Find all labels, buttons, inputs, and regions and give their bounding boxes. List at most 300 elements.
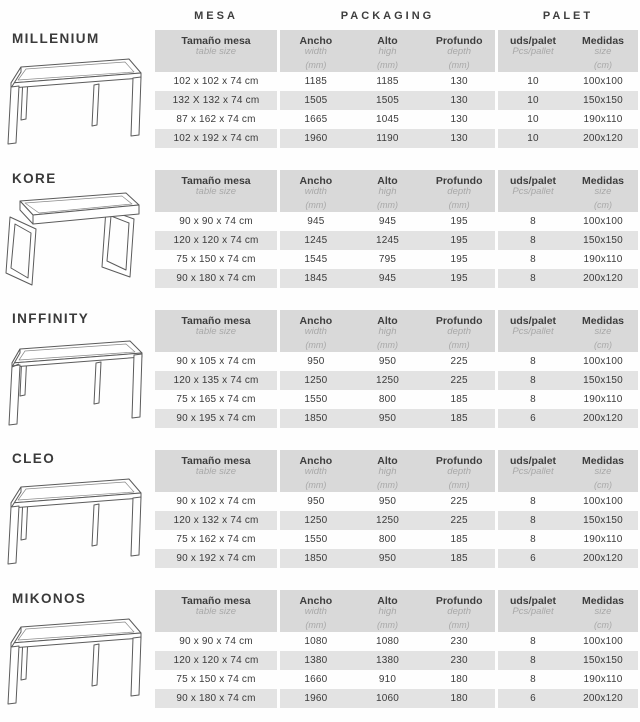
cell-alto-high: 1505 [375, 95, 400, 106]
row-group [155, 110, 277, 129]
row-group [280, 549, 495, 568]
column-unit: (mm) [377, 200, 398, 210]
spec-table-body [155, 352, 638, 428]
row-group [498, 549, 638, 568]
straight-leg-table-drawing [4, 467, 148, 567]
row-group [498, 269, 638, 288]
product-left-column [0, 310, 155, 428]
row-group [498, 651, 638, 670]
row-group [280, 492, 495, 511]
column-sublabel: table size [195, 46, 237, 57]
column-label: Medidas [581, 35, 624, 47]
column-label: Alto [377, 595, 398, 607]
column-sublabel: table size [195, 186, 237, 197]
table-row [155, 689, 638, 708]
row-group [498, 390, 638, 409]
column-unit: (mm) [305, 60, 327, 70]
cell-ancho-width: 1250 [304, 515, 328, 526]
product-left-column [0, 450, 155, 568]
cell-profundo-depth: 130 [450, 114, 468, 125]
spec-table [155, 170, 638, 288]
cell-table-size: 120 x 120 x 74 cm [173, 655, 259, 666]
cell-medidas-size: 200x120 [583, 693, 623, 704]
mikonos-table-drawing [4, 607, 148, 707]
row-group [155, 511, 277, 530]
column-unit: (mm) [377, 620, 398, 630]
column-sublabel: depth [447, 606, 472, 617]
column-label: Tamaño mesa [181, 315, 251, 327]
cell-medidas-size: 100x100 [583, 216, 623, 227]
column-label: Medidas [581, 315, 624, 327]
header-group [498, 310, 638, 352]
cell-alto-high: 1250 [375, 375, 400, 386]
cell-table-size: 75 x 150 x 74 cm [176, 674, 256, 685]
cell-profundo-depth: 130 [450, 76, 468, 87]
column-label: Ancho [299, 35, 333, 47]
row-group [280, 689, 495, 708]
cell-profundo-depth: 185 [450, 553, 468, 564]
column-label: Ancho [299, 595, 333, 607]
row-group [280, 72, 495, 91]
column-label: uds/palet [509, 175, 557, 187]
cell-ancho-width: 1250 [304, 375, 328, 386]
column-label: Profundo [435, 175, 483, 187]
column-label: Tamaño mesa [181, 595, 251, 607]
cell-table-size: 75 x 162 x 74 cm [176, 534, 256, 545]
column-header-uds-palet [498, 30, 568, 72]
cell-ancho-width: 1245 [304, 235, 328, 246]
cell-table-size: 120 x 120 x 74 cm [173, 235, 259, 246]
column-header-medidas-size [568, 590, 638, 632]
row-group [155, 390, 277, 409]
cell-table-size: 102 x 192 x 74 cm [173, 133, 259, 144]
cell-uds-palet: 6 [530, 413, 536, 424]
column-sublabel: width [304, 466, 327, 477]
row-group [498, 632, 638, 651]
row-group [155, 651, 277, 670]
column-label: uds/palet [509, 35, 557, 47]
row-group [280, 371, 495, 390]
cell-uds-palet: 8 [530, 375, 536, 386]
cell-ancho-width: 1505 [304, 95, 328, 106]
column-unit: (cm) [594, 480, 612, 490]
header-group [155, 590, 277, 632]
row-group [498, 511, 638, 530]
column-sublabel: depth [447, 466, 472, 477]
row-group [155, 352, 277, 371]
cell-profundo-depth: 225 [450, 496, 468, 507]
cleo-table-drawing [4, 467, 148, 567]
column-unit: (mm) [448, 620, 470, 630]
column-header-uds-palet [498, 450, 568, 492]
cell-ancho-width: 945 [307, 216, 325, 227]
column-sublabel: size [594, 606, 612, 617]
column-sublabel: size [594, 466, 612, 477]
product-left-column [0, 30, 155, 148]
column-label: Medidas [581, 595, 624, 607]
cell-uds-palet: 6 [530, 553, 536, 564]
column-unit: (mm) [377, 480, 398, 490]
cell-profundo-depth: 185 [450, 394, 468, 405]
row-group [155, 549, 277, 568]
column-header-alto-high [352, 450, 424, 492]
spec-table [155, 30, 638, 148]
row-group [498, 530, 638, 549]
column-label: Medidas [581, 175, 624, 187]
table-row [155, 212, 638, 231]
row-group [155, 409, 277, 428]
column-unit: (mm) [305, 620, 327, 630]
row-group [280, 352, 495, 371]
group-header-packaging: PACKAGING [340, 10, 435, 22]
cell-uds-palet: 10 [527, 133, 539, 144]
column-header-profundo-depth [423, 30, 495, 72]
cell-profundo-depth: 225 [450, 375, 468, 386]
column-sublabel: Pcs/pallet [512, 326, 554, 337]
row-group [498, 409, 638, 428]
cell-alto-high: 945 [378, 273, 397, 284]
column-sublabel: high [378, 46, 397, 57]
spec-table-body [155, 492, 638, 568]
table-row [155, 670, 638, 689]
row-group [280, 91, 495, 110]
cell-uds-palet: 8 [530, 235, 536, 246]
product-section-millenium [0, 30, 640, 148]
cell-medidas-size: 100x100 [583, 636, 623, 647]
cell-ancho-width: 1960 [304, 133, 328, 144]
spec-table [155, 450, 638, 568]
header-group [155, 450, 277, 492]
cell-alto-high: 800 [378, 394, 397, 405]
cell-profundo-depth: 130 [450, 95, 468, 106]
cell-alto-high: 1080 [375, 636, 400, 647]
row-group [155, 129, 277, 148]
row-group [155, 530, 277, 549]
spec-table-body [155, 212, 638, 288]
cell-medidas-size: 150x150 [583, 235, 623, 246]
column-unit: (cm) [594, 620, 612, 630]
inffinity-table-drawing [4, 327, 148, 427]
cell-alto-high: 950 [378, 553, 397, 564]
cell-ancho-width: 1545 [304, 254, 328, 265]
column-unit: (mm) [305, 200, 327, 210]
column-header-uds-palet [498, 310, 568, 352]
millenium-table-drawing [4, 47, 148, 147]
header-group [280, 170, 495, 212]
column-sublabel: Pcs/pallet [512, 46, 554, 57]
cell-medidas-size: 150x150 [583, 95, 623, 106]
row-group [155, 231, 277, 250]
row-group [280, 511, 495, 530]
table-row [155, 511, 638, 530]
column-header-profundo-depth [423, 310, 495, 352]
cell-ancho-width: 1380 [304, 655, 328, 666]
column-sublabel: size [594, 46, 612, 57]
row-group [280, 530, 495, 549]
column-header-medidas-size [568, 310, 638, 352]
table-row [155, 651, 638, 670]
column-header-uds-palet [498, 170, 568, 212]
cell-table-size: 90 x 180 x 74 cm [176, 273, 256, 284]
header-group [155, 30, 277, 72]
cell-table-size: 87 x 162 x 74 cm [176, 114, 256, 125]
header-group [280, 310, 495, 352]
cell-alto-high: 1185 [376, 76, 399, 87]
row-group [498, 352, 638, 371]
cell-profundo-depth: 225 [450, 356, 468, 367]
cell-medidas-size: 100x100 [583, 356, 623, 367]
spec-table-body [155, 632, 638, 708]
column-unit: (mm) [377, 340, 398, 350]
column-label: Tamaño mesa [181, 175, 251, 187]
column-label: uds/palet [509, 315, 557, 327]
cell-medidas-size: 190x110 [583, 534, 623, 545]
column-header-table-size [155, 450, 277, 492]
column-sublabel: depth [447, 186, 472, 197]
product-left-column [0, 590, 155, 708]
cell-uds-palet: 8 [530, 394, 536, 405]
table-row [155, 530, 638, 549]
header-group [498, 590, 638, 632]
row-group [155, 689, 277, 708]
cell-medidas-size: 200x120 [583, 133, 623, 144]
cell-alto-high: 945 [378, 216, 397, 227]
cell-medidas-size: 200x120 [583, 553, 623, 564]
cell-ancho-width: 950 [307, 356, 325, 367]
column-label: uds/palet [509, 455, 557, 467]
table-row [155, 632, 638, 651]
cell-alto-high: 795 [378, 254, 397, 265]
row-group [155, 371, 277, 390]
column-label: Tamaño mesa [181, 455, 251, 467]
cell-uds-palet: 8 [530, 496, 536, 507]
row-group [280, 269, 495, 288]
cell-ancho-width: 950 [307, 496, 325, 507]
header-group [498, 450, 638, 492]
table-row [155, 129, 638, 148]
column-sublabel: width [304, 326, 327, 337]
table-row [155, 72, 638, 91]
table-row [155, 390, 638, 409]
row-group [280, 632, 495, 651]
spec-table-header-row [155, 30, 638, 72]
cell-uds-palet: 8 [530, 216, 536, 227]
spec-sheet-page [0, 8, 640, 722]
column-header-medidas-size [568, 170, 638, 212]
column-unit: (mm) [448, 480, 470, 490]
cell-alto-high: 1380 [375, 655, 400, 666]
cell-medidas-size: 190x110 [583, 114, 623, 125]
row-group [280, 231, 495, 250]
column-sublabel: Pcs/pallet [512, 186, 554, 197]
cell-ancho-width: 1080 [304, 636, 328, 647]
cell-medidas-size: 190x110 [583, 394, 623, 405]
product-section-cleo [0, 450, 640, 568]
cell-ancho-width: 1550 [304, 534, 328, 545]
cell-table-size: 132 X 132 x 74 cm [172, 95, 260, 106]
column-header-ancho-width [280, 310, 352, 352]
column-header-table-size [155, 30, 277, 72]
column-sublabel: depth [447, 326, 472, 337]
cell-uds-palet: 6 [530, 693, 536, 704]
row-group [280, 129, 495, 148]
cell-table-size: 120 x 135 x 74 cm [173, 375, 259, 386]
cell-table-size: 90 x 192 x 74 cm [176, 553, 256, 564]
spec-table [155, 590, 638, 708]
column-header-uds-palet [498, 590, 568, 632]
column-unit: (mm) [448, 60, 470, 70]
cell-uds-palet: 8 [530, 655, 536, 666]
cell-uds-palet: 8 [530, 515, 536, 526]
cell-table-size: 90 x 105 x 74 cm [176, 356, 256, 367]
cell-medidas-size: 200x120 [583, 273, 623, 284]
column-unit: (mm) [377, 60, 398, 70]
cell-profundo-depth: 195 [450, 235, 468, 246]
cell-profundo-depth: 225 [450, 515, 468, 526]
row-group [155, 72, 277, 91]
column-sublabel: table size [195, 466, 237, 477]
column-label: Profundo [435, 315, 483, 327]
row-group [498, 91, 638, 110]
cell-medidas-size: 190x110 [583, 254, 623, 265]
column-header-table-size [155, 170, 277, 212]
row-group [155, 250, 277, 269]
cell-uds-palet: 8 [530, 356, 536, 367]
cell-alto-high: 1250 [375, 515, 400, 526]
cell-medidas-size: 150x150 [583, 515, 623, 526]
table-row [155, 231, 638, 250]
table-row [155, 352, 638, 371]
cell-ancho-width: 1960 [304, 693, 328, 704]
column-header-alto-high [352, 170, 424, 212]
cell-uds-palet: 8 [530, 254, 536, 265]
column-label: Profundo [435, 455, 483, 467]
cell-table-size: 75 x 165 x 74 cm [176, 394, 256, 405]
row-group [155, 269, 277, 288]
product-section-kore [0, 170, 640, 288]
cell-alto-high: 950 [378, 356, 397, 367]
row-group [155, 91, 277, 110]
straight-leg-table-drawing [4, 47, 148, 147]
header-group [280, 590, 495, 632]
cell-profundo-depth: 180 [450, 693, 468, 704]
row-group [280, 651, 495, 670]
column-header-ancho-width [280, 30, 352, 72]
cell-medidas-size: 100x100 [583, 76, 623, 87]
table-row [155, 250, 638, 269]
column-header-ancho-width [280, 590, 352, 632]
row-group [498, 110, 638, 129]
cell-uds-palet: 8 [530, 674, 536, 685]
cell-alto-high: 950 [378, 496, 397, 507]
cell-uds-palet: 10 [527, 95, 539, 106]
product-title: MIKONOS [12, 591, 87, 606]
column-sublabel: width [304, 186, 327, 197]
header-group [155, 310, 277, 352]
column-unit: (cm) [594, 200, 612, 210]
cell-profundo-depth: 180 [450, 674, 468, 685]
spec-table-header-row [155, 310, 638, 352]
row-group [498, 670, 638, 689]
cell-alto-high: 1190 [376, 133, 399, 144]
column-sublabel: high [378, 606, 397, 617]
cell-ancho-width: 1660 [304, 674, 328, 685]
column-header-alto-high [352, 310, 424, 352]
column-sublabel: Pcs/pallet [512, 466, 554, 477]
cell-uds-palet: 8 [530, 534, 536, 545]
cell-table-size: 90 x 195 x 74 cm [176, 413, 256, 424]
row-group [155, 212, 277, 231]
spec-table-header-row [155, 590, 638, 632]
group-header-bar [155, 8, 638, 30]
table-row [155, 492, 638, 511]
product-title: MILLENIUM [12, 31, 100, 46]
column-sublabel: width [304, 46, 327, 57]
table-row [155, 371, 638, 390]
table-row [155, 91, 638, 110]
column-unit: (mm) [305, 340, 327, 350]
column-label: Ancho [299, 455, 333, 467]
kore-table-drawing [4, 187, 148, 287]
column-label: Ancho [299, 175, 333, 187]
row-group [280, 250, 495, 269]
cell-profundo-depth: 195 [450, 254, 468, 265]
row-group [280, 409, 495, 428]
row-group [498, 250, 638, 269]
column-unit: (mm) [448, 340, 470, 350]
column-unit: (cm) [594, 60, 612, 70]
cell-alto-high: 1045 [375, 114, 400, 125]
cell-ancho-width: 1665 [304, 114, 328, 125]
column-header-profundo-depth [423, 450, 495, 492]
cell-alto-high: 910 [378, 674, 397, 685]
cell-alto-high: 1060 [375, 693, 400, 704]
column-sublabel: depth [447, 46, 472, 57]
table-row [155, 110, 638, 129]
product-left-column [0, 170, 155, 288]
product-title: CLEO [12, 451, 56, 466]
product-sections [0, 30, 640, 708]
row-group [498, 492, 638, 511]
row-group [280, 390, 495, 409]
cell-table-size: 102 x 102 x 74 cm [173, 76, 259, 87]
column-label: Profundo [435, 595, 483, 607]
spec-table-body [155, 72, 638, 148]
row-group [280, 110, 495, 129]
column-unit: (mm) [448, 200, 470, 210]
cell-ancho-width: 1845 [304, 273, 328, 284]
column-sublabel: size [594, 186, 612, 197]
row-group [498, 212, 638, 231]
straight-leg-table-drawing [4, 607, 148, 707]
cell-alto-high: 1245 [375, 235, 400, 246]
product-title: INFFINITY [12, 311, 90, 326]
column-header-ancho-width [280, 170, 352, 212]
column-label: Alto [377, 455, 398, 467]
column-label: Ancho [299, 315, 333, 327]
cell-profundo-depth: 230 [450, 636, 468, 647]
column-unit: (mm) [305, 480, 327, 490]
column-header-ancho-width [280, 450, 352, 492]
table-row [155, 549, 638, 568]
row-group [498, 129, 638, 148]
cell-medidas-size: 100x100 [583, 496, 623, 507]
product-section-inffinity [0, 310, 640, 428]
column-header-table-size [155, 590, 277, 632]
column-header-medidas-size [568, 450, 638, 492]
header-group [498, 170, 638, 212]
cell-medidas-size: 200x120 [583, 413, 623, 424]
